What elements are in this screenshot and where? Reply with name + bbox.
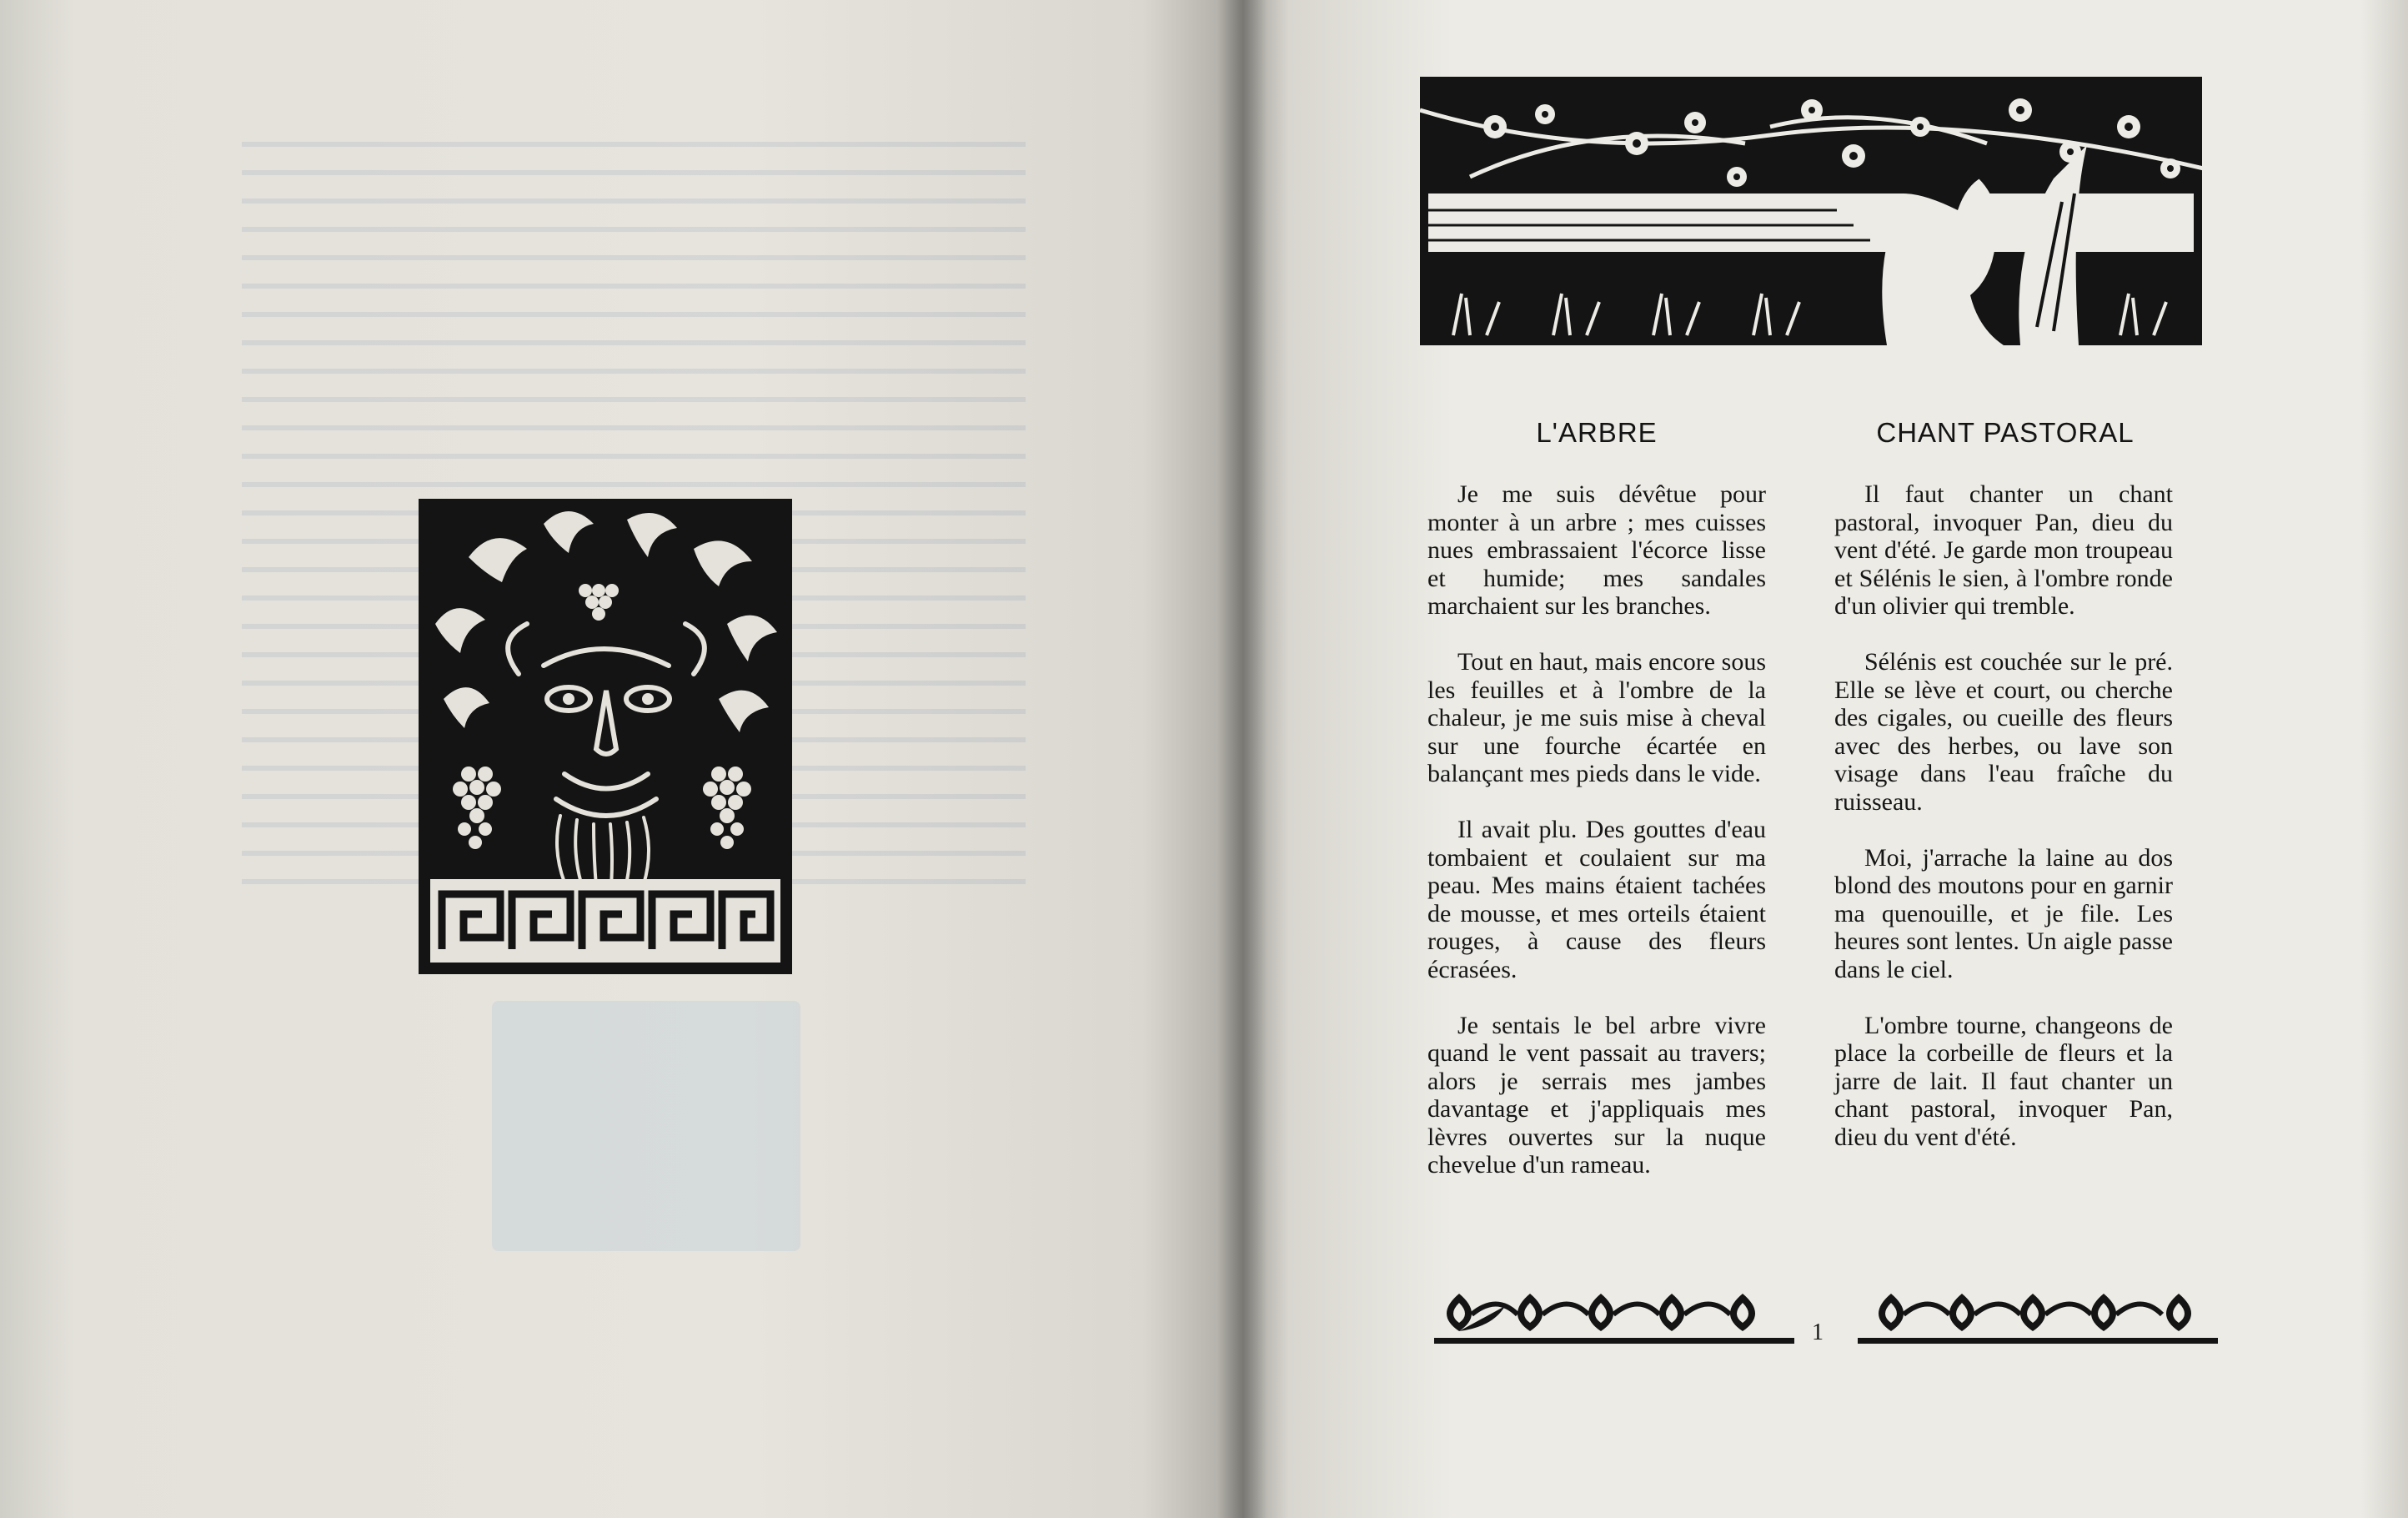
- paragraph: Je sentais le bel arbre vivre quand le vent passait au travers; alors je serrais mes jambes davantage et j'appliquais mes lèvres ouvertes sur la nuque chevelue d'un rameau.: [1427, 1011, 1766, 1179]
- paragraph: Il avait plu. Des gouttes d'eau tombaient et coulaient sur ma peau. Mes mains étaient tachées de mousse, et mes orteils étaient rouges, à cause des fleurs écrasées.: [1427, 815, 1766, 983]
- spade-vine-ornament: [1858, 1281, 2218, 1348]
- page-number: 1: [1812, 1319, 1824, 1345]
- book-gutter: [1217, 0, 1267, 1518]
- column-title: L'ARBRE: [1536, 417, 1658, 448]
- paragraph: Sélénis est couchée sur le pré. Elle se lève et court, ou cherche des cigales, ou cueille des fleurs avec des herbes, ou lave son visage dans l'eau fraîche du ruisseau.: [1834, 647, 2173, 816]
- text-column: [1834, 480, 2173, 1179]
- column-title: CHANT PASTORAL: [1876, 417, 2135, 448]
- faun-mask-woodcut: [419, 499, 792, 974]
- paragraph: Moi, j'arrache la laine au dos blond des moutons pour en garnir ma quenouille, et je file. Les heures sont lentes. Un aigle passe dans le ciel.: [1834, 843, 2173, 983]
- text-column: [1427, 480, 1766, 1207]
- flowering-branch-girl-woodcut: [1420, 77, 2202, 345]
- paragraph: Je me suis dévêtue pour monter à un arbre ; mes cuisses nues embrassaient l'écorce lisse et humide; mes sandales marchaient sur les branches.: [1427, 480, 1766, 621]
- show-through-illustration: [492, 1001, 800, 1251]
- paragraph: Tout en haut, mais encore sous les feuilles et à l'ombre de la chaleur, je me suis mise à cheval sur une fourche écartée en balançant mes pieds dans le vide.: [1427, 647, 1766, 788]
- spade-vine-ornament: [1434, 1281, 1794, 1348]
- paragraph: L'ombre tourne, changeons de place la corbeille de fleurs et la jarre de lait. Il faut chanter un chant pastoral, invoquer Pan, dieu du vent d'été.: [1834, 1011, 2173, 1151]
- paragraph: Il faut chanter un chant pastoral, invoquer Pan, dieu du vent d'été. Je garde mon troupeau et Sélénis le sien, à l'ombre ronde d'un olivier qui tremble.: [1834, 480, 2173, 621]
